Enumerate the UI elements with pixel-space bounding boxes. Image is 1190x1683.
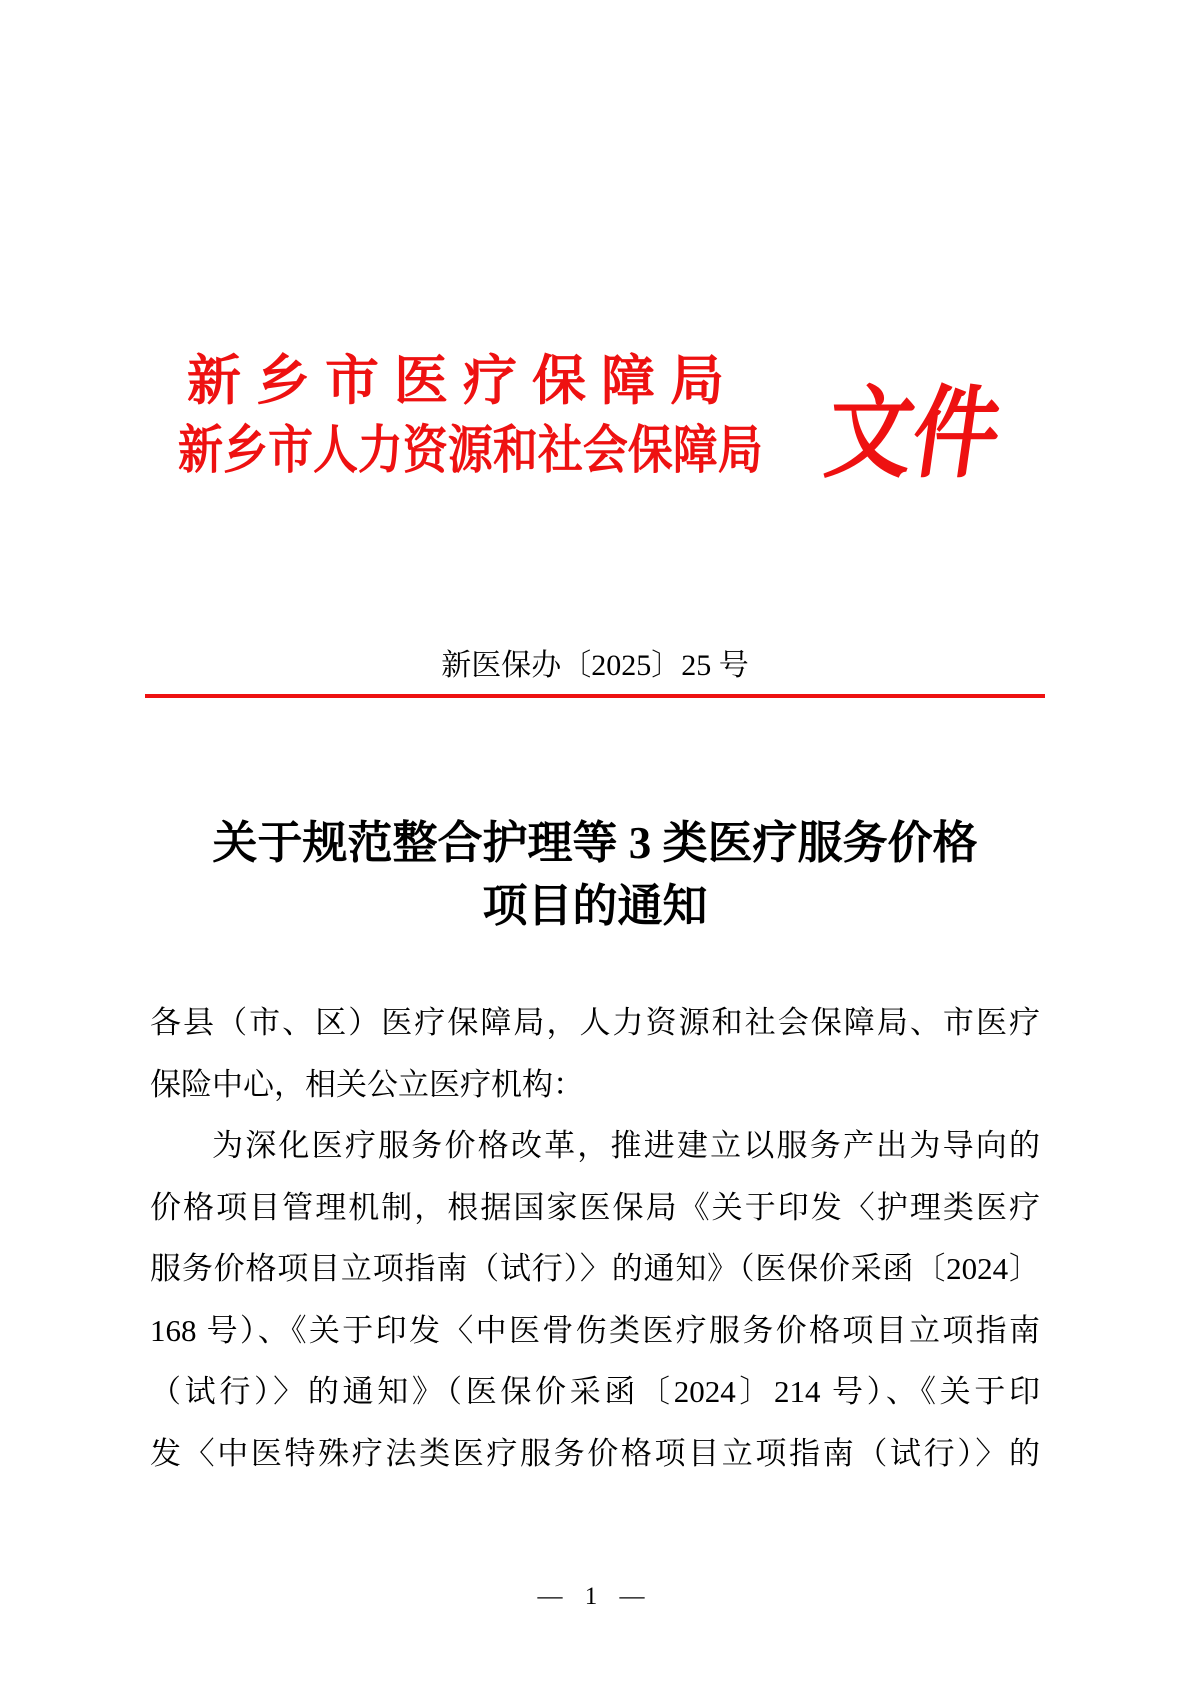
body-line-5: 服务价格项目立项指南（试行）〉的通知》（医保价采函〔2024〕 bbox=[150, 1251, 1040, 1286]
document-number: 新医保办〔2025〕25 号 bbox=[441, 649, 749, 682]
body-line-1: 各县（市、区）医疗保障局，人力资源和社会保障局、市医疗 bbox=[150, 1005, 1040, 1040]
body-line-7: （试行）〉的通知》（医保价采函〔2024〕214 号）、《关于印 bbox=[150, 1374, 1040, 1409]
body-line-8: 发〈中医特殊疗法类医疗服务价格项目立项指南（试行）〉的 bbox=[150, 1435, 1040, 1471]
agency-name-line1: 新乡市医疗保障局 bbox=[187, 351, 739, 411]
body-line-4: 价格项目管理机制，根据国家医保局《关于印发〈护理类医疗 bbox=[150, 1189, 1040, 1225]
body-line-6: 168 号）、《关于印发〈中医骨伤类医疗服务价格项目立项指南 bbox=[150, 1312, 1040, 1348]
page-number: — 1 — bbox=[537, 1583, 653, 1610]
document-title bbox=[0, 812, 1190, 938]
body-line-3: 为深化医疗服务价格改革，推进建立以服务产出为导向的 bbox=[212, 1128, 1040, 1163]
agency-name-line2: 新乡市人力资源和社会保障局 bbox=[178, 423, 763, 480]
body-line-2: 保险中心，相关公立医疗机构： bbox=[150, 1066, 584, 1102]
document-body bbox=[150, 992, 1040, 1484]
document-title-line1: 关于规范整合护理等 3 类医疗服务价格 bbox=[212, 818, 978, 868]
red-divider-line bbox=[145, 694, 1045, 698]
document-title-line2: 项目的通知 bbox=[482, 881, 708, 931]
doc-type-label: 文件 bbox=[819, 379, 1008, 490]
